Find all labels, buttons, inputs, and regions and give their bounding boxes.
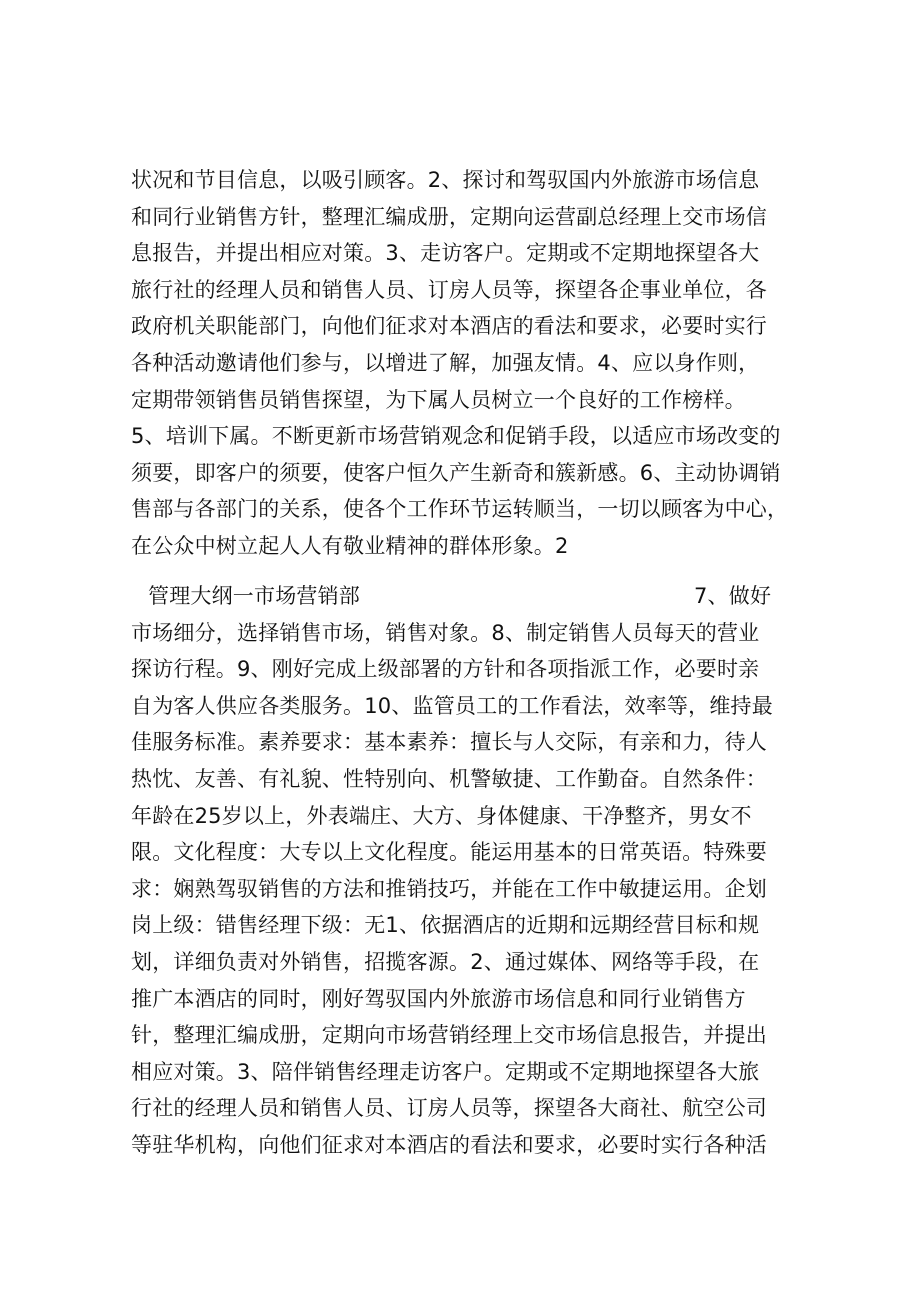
- text-line: 旅行社的经理人员和销售人员、订房人员等，探望各企事业单位，各: [131, 277, 767, 302]
- text-line: 行社的经理人员和销售人员、订房人员等，探望各大商社、航空公司: [131, 1096, 767, 1121]
- text-line: 须要，即客户的须要，使客户恒久产生新奇和簇新感。6、主动协调销: [131, 460, 781, 485]
- text-line: 针，整理汇编成册，定期向市场营销经理上交市场信息报告，并提出: [131, 1023, 767, 1048]
- text-line: 划，详细负责对外销售，招揽客源。2、通过媒体、网络等手段，在: [131, 949, 760, 974]
- paragraph-2: [131, 578, 801, 1164]
- text-line: 定期带领销售员销售探望，为下属人员树立一个良好的工作榜样。: [131, 387, 746, 412]
- text-line: 自为客人供应各类服务。10、监管员工的工作看法，效率等，维持最: [131, 693, 773, 718]
- text-line: 岗上级：错售经理下级：无1、依据酒店的近期和远期经营目标和规: [131, 913, 760, 938]
- text-line: 求：娴熟驾驭销售的方法和推销技巧，并能在工作中敏捷运用。企划: [131, 876, 767, 901]
- text-line: 市场细分，选择销售市场，销售对象。8、制定销售人员每天的营业: [131, 620, 760, 645]
- section-heading: 管理大纲一市场营销部: [148, 584, 360, 608]
- text-line: 在公众中树立起人人有敬业精神的群体形象。2: [131, 533, 569, 558]
- text-line: 相应对策。3、陪伴销售经理走访客户。定期或不定期地探望各大旅: [131, 1059, 760, 1084]
- text-line: 年龄在25岁以上，外表端庄、大方、身体健康、干净整齐，男女不: [131, 803, 752, 828]
- text-line: 各种活动邀请他们参与，以增进了解，加强友情。4、应以身作则，: [131, 350, 760, 375]
- text-line: 探访行程。9、刚好完成上级部署的方针和各项指派工作，必要时亲: [131, 657, 760, 682]
- text-line: 5、培训下属。不断更新市场营销观念和促销手段，以适应市场改变的: [131, 424, 781, 449]
- text-line: 限。文化程度：大专以上文化程度。能运用基本的日常英语。特殊要: [131, 840, 767, 865]
- text-line: 状况和节目信息，以吸引顾客。2、探讨和驾驭国内外旅游市场信息: [131, 168, 760, 192]
- text-line: 佳服务标准。素养要求：基本素养：擅长与人交际，有亲和力，待人: [131, 730, 767, 755]
- text-line: 售部与各部门的关系，使各个工作环节运转顺当，一切以顾客为中心，: [131, 497, 789, 522]
- paragraph-1: [131, 162, 801, 565]
- text-line: 热忱、友善、有礼貌、性特别向、机警敏捷、工作勤奋。自然条件：: [131, 766, 767, 791]
- text-line: 等驻华机构，向他们征求对本酒店的看法和要求，必要时实行各种活: [131, 1132, 767, 1157]
- section-heading-tail: 7、做好: [694, 584, 772, 608]
- text-line: 和同行业销售方针，整理汇编成册，定期向运营副总经理上交市场信: [131, 204, 767, 229]
- text-line: 推广本酒店的同时，刚好驾驭国内外旅游市场信息和同行业销售方: [131, 986, 746, 1011]
- text-line: 政府机关职能部门，向他们征求对本酒店的看法和要求，必要时实行: [131, 314, 767, 339]
- section-heading-line: [131, 578, 801, 615]
- text-line: 息报告，并提出相应对策。3、走访客户。定期或不定期地探望各大: [131, 241, 760, 266]
